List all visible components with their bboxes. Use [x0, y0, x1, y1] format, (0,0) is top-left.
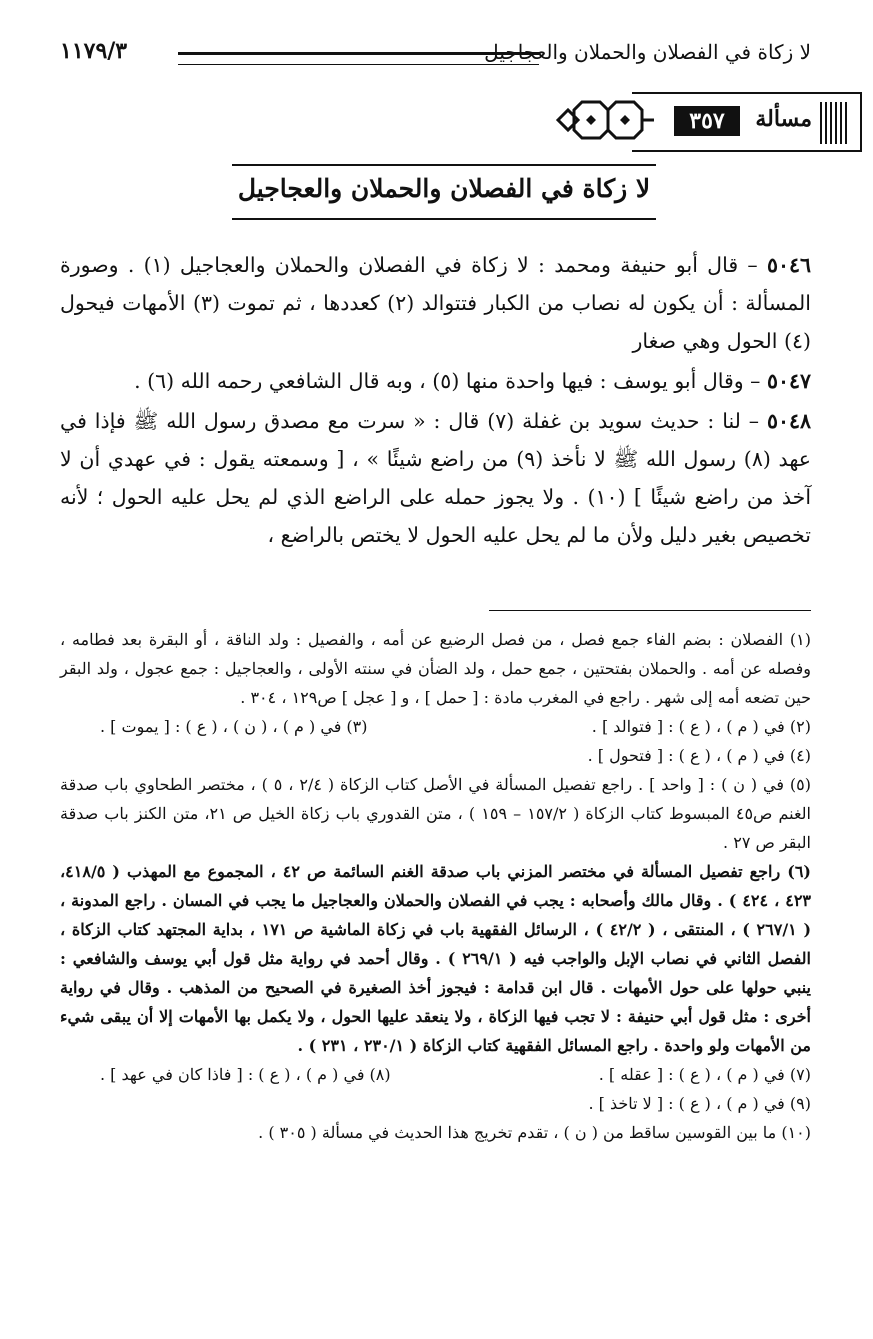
- footnote: (٩) في ( م ) ، ( ع ) : [ لا تاخذ ] .: [588, 1094, 811, 1113]
- running-title: لا زكاة في الفصلان والحملان والعجاجيل: [484, 40, 811, 64]
- paragraph-number: ٥٠٤٧: [766, 369, 811, 393]
- masala-label: مسألة: [755, 106, 812, 132]
- paragraph-text: – وقال أبو يوسف : فيها واحدة منها (٥) ، وبه قال الشافعي رحمه الله (٦) .: [134, 369, 767, 393]
- footnote: (٤) في ( م ) ، ( ع ) : [ فتحول ] .: [587, 746, 811, 765]
- footnote: (١٠) ما بين القوسين ساقط من ( ن ) ، تقدم تخريج هذا الحديث في مسألة ( ٣٠٥ ) .: [258, 1123, 811, 1142]
- chapter-title: لا زكاة في الفصلان والحملان والعجاجيل: [237, 174, 651, 203]
- chapter-title-frame: [232, 164, 656, 220]
- footnote: (١) الفصلان : بضم الفاء جمع فصل ، من فصل الرضيع عن أمه ، والفصيل : ولد الناقة ، أو البقرة بعد فطامه ، وفصله عن أمه . والحملان بفتحتين ، جمع حمل ، ولد الضأن في سنته الأولى ، والعجاجيل : جمع عجول ، ولد البقر حين تضعه أمه إلى شهر . راجع في المغرب مادة : [ حمل ] ، و [ عجل ] ص١٢٩ ، ٣٠٤ .: [60, 630, 812, 707]
- masala-number: ٣٥٧: [674, 106, 740, 136]
- footnote-row: [60, 1060, 811, 1089]
- footnotes: [60, 625, 811, 1147]
- paragraph: [60, 362, 811, 400]
- footnote: (٢) في ( م ) ، ( ع ) : [ فتوالد ] .: [591, 717, 811, 736]
- footnote: (٨) في ( م ) ، ( ع ) : [ فاذا كان في عهد ] .: [100, 1065, 391, 1084]
- footnote: (٧) في ( م ) ، ( ع ) : [ عقله ] .: [598, 1065, 811, 1084]
- footnote-row: [60, 712, 811, 741]
- paragraph-number: ٥٠٤٨: [766, 409, 811, 433]
- paragraph-number: ٥٠٤٦: [766, 253, 811, 277]
- paragraph: [60, 402, 811, 554]
- paragraph-text: – لنا : حديث سويد بن غفلة (٧) قال : « سرت مع مصدق رسول الله ﷺ فإذا في عهد (٨) رسول الله ﷺ لا نأخذ (٩) من راضع شيئًا » ، [ وسمعته يقول : في عهدي أن لا آخذ من راضع شيئًا ] (١٠) . ولا يجوز حمله على الراضع الذي لم يحل عليه الحول ؛ لأنه تخصيص بغير دليل ولأن ما لم يحل عليه الحول لا يختص بالراضع ،: [60, 409, 812, 547]
- striped-bars-ornament: [820, 102, 848, 144]
- banner-frame: [632, 92, 862, 152]
- paragraph: [60, 246, 811, 360]
- footnote: (٦) راجع تفصيل المسألة في مختصر المزني باب صدقة الغنم السائمة ص ٤٢ ، المجموع مع المهذب ( ٤١٨/٥، ٤٢٣ ، ٤٢٤ ) . وقال مالك وأصحابه : يجب في الفصلان والحملان والعجاجيل ما يجب في المسان . راجع المدونة ، ( ٢٦٧/١ ) ، المنتقى ، ( ٤٢/٢ ) ، الرسائل الفقهية باب في زكاة الماشية ص ١٧١ ، بداية المجتهد كتاب الزكاة ، الفصل الثاني في نصاب الإبل والواجب فيه ( ٢٦٩/١ ) . وقال أحمد في رواية مثل قول أبي يوسف والشافعي : ينبي حولها على حول الأمهات . قال ابن قدامة : فيجوز أخذ الصغيرة في الصحيح من المذهب . وقال في رواية أخرى : مثل قول أبي حنيفة : لا تجب فيها الزكاة ، ولا ينعقد عليها الحول ، ولا يكمل بها الأمهات إلا أن يبقى شيء من الأمهات ولو واحدة . راجع المسائل الفقهية كتاب الزكاة ( ٢٣٠/١ ، ٢٣١ ) .: [60, 862, 812, 1055]
- header-rule: [178, 52, 539, 65]
- footnote: (٣) في ( م ) ، ( ن ) ، ( ع ) : [ يموت ] .: [100, 717, 368, 736]
- footnote: (٥) في ( ن ) : [ واحد ] . راجع تفصيل المسألة في الأصل كتاب الزكاة ( ٢/٤ ، ٥ ) ، مختصر الطحاوي باب صدقة الغنم ص٤٥ المبسوط كتاب الزكاة ( ١٥٧/٢ – ١٥٩ ) ، متن القدوري باب زكاة الخيل ص ٢١، متن الكنز باب صدقة البقر ص ٢٧ .: [60, 775, 811, 852]
- masala-banner: [550, 92, 870, 152]
- footnote-separator: [489, 610, 811, 611]
- running-header: [60, 38, 811, 78]
- paragraph-text: – قال أبو حنيفة ومحمد : لا زكاة في الفصلان والحملان والعجاجيل (١) . وصورة المسألة : أن يكون له نصاب من الكبار فتتوالد (٢) كعددها ، ثم تموت (٣) الأمهات فيحول (٤) الحول وهي صغار: [60, 253, 811, 353]
- page-reference: ١١٧٩/٣: [60, 38, 128, 64]
- geometric-ornament-icon: [550, 94, 654, 146]
- main-text: [60, 246, 811, 556]
